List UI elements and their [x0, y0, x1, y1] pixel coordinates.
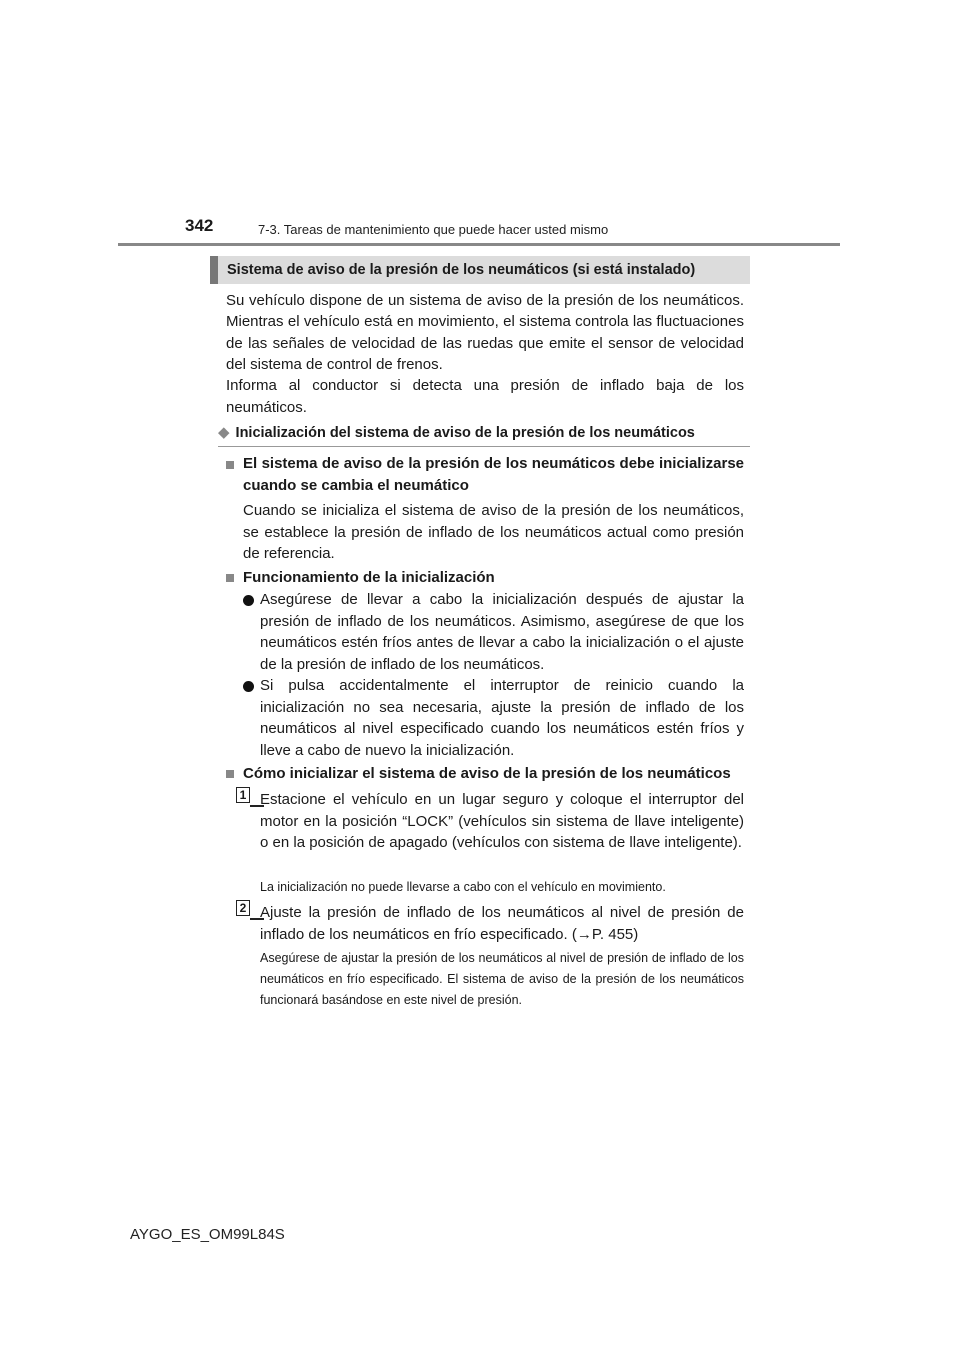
intro-paragraph-3: Informa al conductor si detecta una presión de inflado baja de los neumáticos. [226, 377, 744, 416]
block1-title: El sistema de aviso de la presión de los neumáticos debe inicializarse cuando se cambia el neumático [243, 455, 744, 494]
step-2-text: Ajuste la presión de inflado de los neumáticos al nivel de presión de inflado de los neumáticos en frío especificado. (→P. 455) [260, 904, 744, 943]
round-bullet-icon [243, 681, 254, 692]
section-breadcrumb: 7-3. Tareas de mantenimiento que puede hacer usted mismo [258, 222, 609, 237]
document-code: AYGO_ES_OM99L84S [130, 1226, 285, 1243]
step-2-number: 2 [236, 900, 250, 916]
section-title: Sistema de aviso de la presión de los neumáticos (si está instalado) [210, 256, 750, 284]
step-2-note: Asegúrese de ajustar la presión de los neumáticos al nivel de presión de inflado de los neumáticos en frío especificado. El sistema de aviso de la presión de los neumáticos funcionará basándose en este nivel de presión. [260, 951, 744, 1007]
round-bullet-icon [243, 595, 254, 606]
subheading [218, 422, 750, 444]
page-number: 342 [185, 216, 214, 235]
step-1-note: La inicialización no puede llevarse a cabo con el vehículo en movimiento. [260, 880, 666, 894]
step-1-text: Estacione el vehículo en un lugar seguro y coloque el interruptor del motor en la posición “LOCK” (vehículos sin sistema de llave inteligente) o en la posición de apagado (vehículos con sistema de llave inteligente). [260, 791, 744, 851]
block2-bullet-2: Si pulsa accidentalmente el interruptor de reinicio cuando la inicialización no sea necesaria, ajuste la presión de inflado de los neumáticos al nivel especificado cuando los neumáticos estén fríos y lleve a cabo de nuevo la inicialización. [260, 677, 744, 759]
square-bullet-icon [226, 461, 234, 469]
intro-paragraph-1: Su vehículo dispone de un sistema de aviso de la presión de los neumáticos. [226, 292, 744, 309]
block1-body: Cuando se inicializa el sistema de aviso de la presión de los neumáticos, se establece la presión de inflado de los neumáticos actual como presión de referencia. [243, 502, 744, 562]
subheading-text: Inicialización del sistema de aviso de la presión de los neumáticos [235, 425, 695, 441]
subheading-divider [218, 446, 750, 447]
diamond-icon: ◆ [218, 424, 230, 441]
block2-title: Funcionamiento de la inicialización [243, 569, 495, 586]
header-divider [118, 243, 840, 246]
step-1-number: 1 [236, 787, 250, 803]
intro-paragraph-2: Mientras el vehículo está en movimiento, el sistema controla las fluctuaciones de las señales de velocidad de las ruedas que emite el sensor de velocidad del sistema de control de frenos. [226, 313, 744, 373]
square-bullet-icon [226, 574, 234, 582]
block2-bullet-1: Asegúrese de llevar a cabo la inicialización después de ajustar la presión de inflado de los neumáticos. Asimismo, asegúrese de que los neumáticos estén fríos antes de llevar a cabo la inicialización o el ajuste de la presión de inflado de los neumáticos. [260, 591, 744, 673]
block3-title: Cómo inicializar el sistema de aviso de la presión de los neumáticos [243, 765, 731, 782]
square-bullet-icon [226, 770, 234, 778]
